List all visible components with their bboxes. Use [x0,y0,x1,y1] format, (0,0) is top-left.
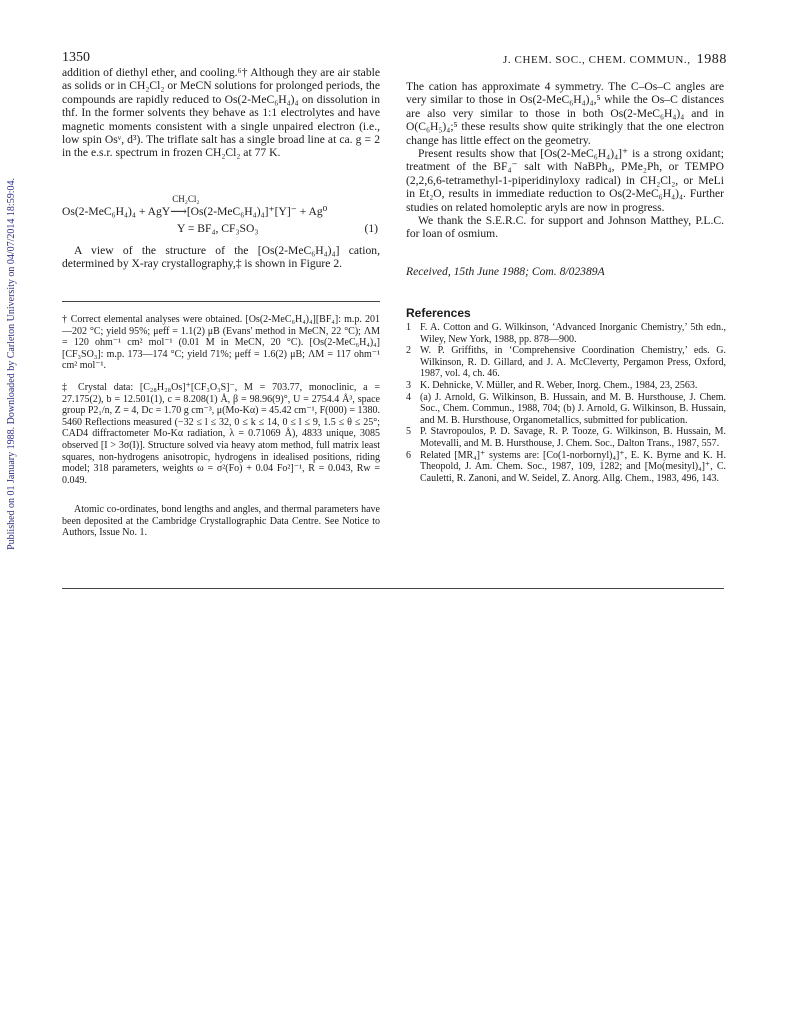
footnote-deposition: Atomic co-ordinates, bond lengths and angles, and thermal parameters have been deposited at the Cambridge Crystallographic Data Centre. See Notice to Authors, Issue No. 1. [62,504,380,539]
footnote-crystal-data: ‡ Crystal data: [C₂₈H₂₈Os]⁺[CF₃O₃S]⁻, M = 703.77, monoclinic, a = 27.175(2), b = 12.501(1), c = 8.208(1) Å, β = 98.96(9)°, U = 2754.4 Å³, space group P2₁/n, Z = 4, Dc = 1.70 g cm⁻³, μ(Mo-Kα) = 45.42 cm⁻¹, F(000) = 1380. 5460 Reflections measured (−32 ≤ l ≤ 32, 0 ≤ k ≤ 14, 0 ≤ l ≤ 9, 1.5 ≤ θ ≤ 25°; CAD4 diffractometer Mo-Kα radiation, λ = 0.71069 Å), 4833 unique, 3085 observed [I > 3σ(I)]. Structure solved via heavy atom method, full matrix least squares, non-hydrogens anisotropic, hydrogens in idealised positions, riding model; 318 parameters, weights ω = σ²(Fo) + 0.04 Fo²]⁻¹, R = 0.043, Rw = 0.049. [62,382,380,486]
reference-number: 3 [406,379,411,391]
reference-text: P. Stavropoulos, P. D. Savage, R. P. Tooze, G. Wilkinson, B. Hussain, M. Motevalli, and M. B. Hursthouse, J. Chem. Soc., Dalton Trans., 1987, 557. [420,426,726,449]
footnote-divider [62,301,380,302]
reference-number: 2 [406,345,411,357]
reference-text: F. A. Cotton and G. Wilkinson, ‘Advanced Inorganic Chemistry,’ 5th edn., Wiley, New York, 1988, pp. 878—900. [420,322,726,345]
reaction-equation [62,194,380,218]
reference-item [406,426,726,449]
page-number: 1350 [62,50,90,65]
reference-text: K. Dehnicke, V. Müller, and R. Weber, Inorg. Chem., 1984, 23, 2563. [420,379,698,391]
reference-text: (a) J. Arnold, G. Wilkinson, B. Hussain, and M. B. Hursthouse, J. Chem. Soc., Chem. Commun., 1988, 704; (b) J. Arnold, G. Wilkinson, B. Hussain, and M. B. Hursthouse, Organometallics, submitted for publication. [420,391,726,426]
received-date: Received, 15th June 1988; Com. 8/02389A [406,265,605,278]
reference-number: 5 [406,426,411,438]
references-heading: References [406,306,471,320]
reference-item [406,345,726,380]
equation-reactants: Os(2-MeC₆H₄)₄ + AgY [62,205,171,218]
reference-item [406,450,726,485]
download-watermark: Published on 01 January 1988. Downloaded by Carleton University on 04/07/2014 18:59:04. [6,178,17,550]
page-bottom-rule [62,588,724,589]
footnote-analyses: † Correct elemental analyses were obtained. [Os(2-MeC₆H₄)₄][BF₄]: m.p. 201—202 °C; yield 95%; μeff = 1.1(2) μB (Evans' method in MeCN, 22 °C); ΛM = 120 ohm⁻¹ cm² mol⁻¹ (0.01 M in MeCN, 20 °C). [Os(2-MeC₆H₄)₄][CF₃SO₃]: m.p. 173—174 °C; yield 71%; μeff = 1.6(2) μB; ΛM = 117 ohm⁻¹ cm² mol⁻¹. [62,314,380,372]
reference-item [406,380,726,392]
journal-header [503,52,727,68]
reference-text: Related [MR₄]⁺ systems are: [Co(1-norbornyl)₄]⁺, E. K. Byrne and K. H. Theopold, J. Am. Chem. Soc., 1987, 109, 1282; and [Mo(mesityl)₄]⁺, C. Cauletti, R. Zanoni, and W. Seidel, Z. Anorg. Allg. Chem., 1983, 496, 143. [420,449,726,484]
right-column-body [406,80,724,241]
equation-products: [Os(2-MeC₆H₄)₄]⁺[Y]⁻ + Ag⁰ [186,205,328,218]
reference-number: 1 [406,322,411,333]
right-paragraph-1: The cation has approximate 4 symmetry. The C–Os–C angles are very similar to those in Os(2-MeC₆H₄)₄,⁵ while the Os–C distances are also very similar to those in both Os(2-MeC₆H₄)₄ and in O(C₆H₅)₄;⁵ these results show quite strikingly that the one electron change has little effect on the geometry. [406,80,724,147]
reference-item [406,392,726,427]
left-paragraph-2: A view of the structure of the [Os(2-MeC₆H₄)₄] cation, determined by X-ray crystallography,‡ is shown in Figure 2. [62,244,380,271]
arrow-solvent-label: CH₂Cl₂ [172,194,200,204]
reference-item [406,322,726,345]
journal-year: 1988 [696,52,727,67]
journal-title: J. CHEM. SOC., CHEM. COMMUN., [502,54,691,66]
equation-number: (1) [364,222,378,235]
equation-y-definition: Y = BF₄, CF₃SO₃ [177,222,259,235]
left-column-body [62,66,380,160]
references-list [406,322,726,484]
left-column-body-2 [62,244,380,271]
reaction-arrow: CH₂Cl₂ ⟶ [170,194,200,218]
acknowledgement: We thank the S.E.R.C. for support and Johnson Matthey, P.L.C. for loan of osmium. [406,214,724,241]
reference-number: 4 [406,391,411,403]
right-paragraph-2: Present results show that [Os(2-MeC₆H₄)₄]⁺ is a strong oxidant; treatment of the BF₄⁻ salt with NaBPh₄, PMe₂Ph, or TEMPO (2,2,6,6-tetramethyl-1-piperidinyloxy radical) in CH₂Cl₂, or MeLi in Et₂O, results in immediate reduction to Os(2-MeC₆H₄)₄. Further studies on related homoleptic aryls are now in progress. [406,147,724,214]
left-paragraph-1: addition of diethyl ether, and cooling.⁶† Although they are air stable as solids or in CH₂Cl₂ or MeCN solutions for prolonged periods, the compounds are rapidly reduced to Os(2-MeC₆H₄)₄ on dissolution in thf. In the former solvents they behave as 1:1 electrolytes and have magnetic moments consistent with a single unpaired electron (i.e., low spin Osᵛ, d³). The triflate salt has a single broad line at ca. g = 2 in the e.s.r. spectrum in frozen CH₂Cl₂ at 77 K. [62,66,380,160]
reference-number: 6 [406,449,411,461]
reference-text: W. P. Griffiths, in ‘Comprehensive Coordination Chemistry,’ eds. G. Wilkinson, R. D. Gillard, and J. A. McCleverty, Pergamon Press, Oxford, 1987, vol. 4, ch. 46. [420,345,726,380]
